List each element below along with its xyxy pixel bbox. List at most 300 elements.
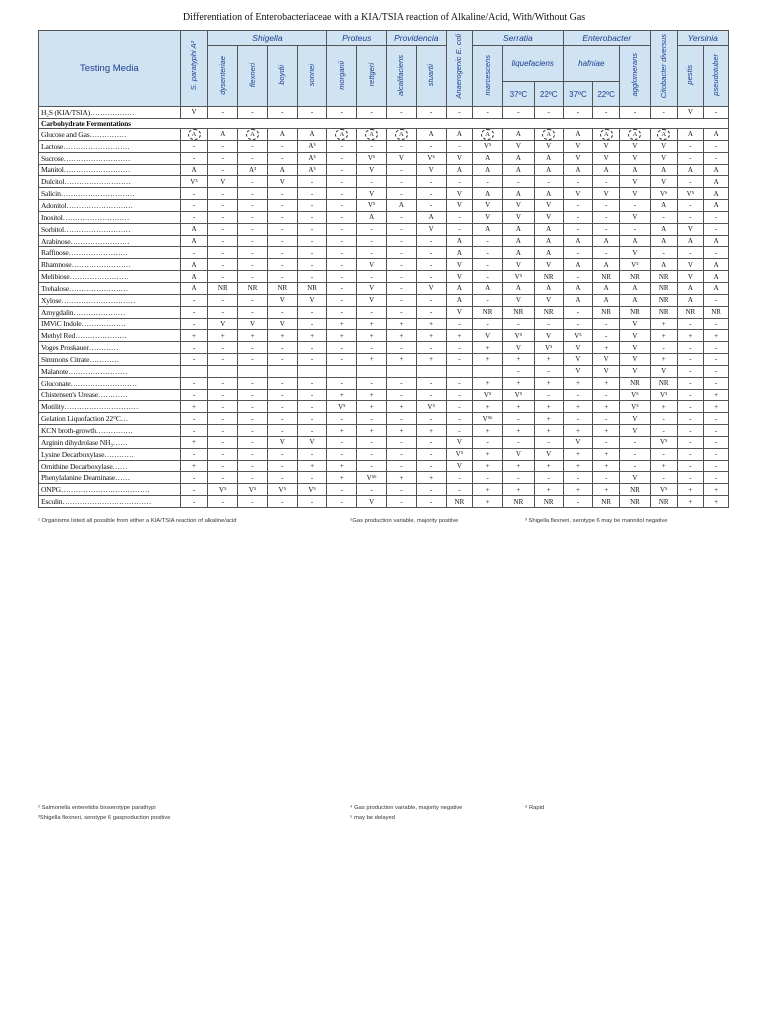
table-cell: A [534, 152, 563, 164]
table-cell: V⁵ [620, 389, 651, 401]
table-cell: - [503, 107, 535, 119]
table-cell: - [563, 318, 593, 330]
table-cell: - [180, 496, 208, 508]
table-cell: - [180, 188, 208, 200]
table-row [39, 294, 729, 306]
table-cell: V [620, 342, 651, 354]
header-paratyphi: S. paratyphi A² [180, 31, 208, 107]
table-cell: V⁵ [357, 200, 387, 212]
table-cell: A [387, 128, 417, 140]
table-cell: - [327, 496, 357, 508]
table-row [39, 318, 729, 330]
table-cell: + [297, 330, 327, 342]
table-cell: - [238, 448, 268, 460]
table-cell: + [473, 354, 503, 366]
table-cell: - [327, 140, 357, 152]
table-cell: - [677, 436, 704, 448]
table-cell: NR [650, 496, 677, 508]
table-cell: V [677, 271, 704, 283]
row-label: Voges Proskauer………… [39, 342, 181, 354]
table-cell: A [503, 188, 535, 200]
table-cell: - [297, 200, 327, 212]
table-cell: - [357, 235, 387, 247]
table-cell: - [704, 413, 729, 425]
row-label: Trehalose…………………… [39, 282, 181, 294]
table-cell: - [416, 140, 446, 152]
table-cell: + [357, 389, 387, 401]
table-cell: + [327, 460, 357, 472]
table-cell: - [416, 436, 446, 448]
table-cell: A [650, 164, 677, 176]
header-proteus: Proteus [327, 31, 387, 46]
table-cell: - [387, 342, 417, 354]
table-cell: V⁵ [327, 401, 357, 413]
table-cell: A [563, 282, 593, 294]
footnote: ⁴ Gas production variable, majority negative [350, 805, 463, 811]
table-cell: NR [620, 271, 651, 283]
table-cell: - [357, 436, 387, 448]
table-cell: V⁵ [503, 330, 535, 342]
row-label: Rhamnose…………………… [39, 259, 181, 271]
table-cell: + [677, 330, 704, 342]
table-cell: + [704, 401, 729, 413]
table-cell: - [327, 282, 357, 294]
table-cell: A [267, 128, 297, 140]
table-cell: - [327, 223, 357, 235]
table-cell: - [327, 436, 357, 448]
table-cell: - [593, 176, 620, 188]
table-cell: V⁵ [267, 484, 297, 496]
table-cell: V [620, 188, 651, 200]
table-cell: - [563, 389, 593, 401]
table-row [39, 188, 729, 200]
table-cell: - [677, 448, 704, 460]
table-cell: - [593, 413, 620, 425]
table-cell: - [704, 342, 729, 354]
table-cell: - [593, 330, 620, 342]
table-cell: - [297, 107, 327, 119]
table-cell: V [446, 200, 473, 212]
header-liquefaciens: liquefaciens [503, 46, 564, 82]
table-cell: A [473, 164, 503, 176]
table-cell: V [446, 460, 473, 472]
table-cell: - [620, 436, 651, 448]
table-cell: - [534, 472, 563, 484]
table-cell: + [563, 448, 593, 460]
document-title: Differentiation of Enterobacteriaceae with a KIA/TSIA reaction of Alkaline/Acid, With/Without Gas [182, 12, 586, 23]
table-cell: - [593, 472, 620, 484]
table-cell: A [563, 235, 593, 247]
table-cell: A [180, 164, 208, 176]
table-row [39, 118, 729, 128]
table-cell: + [327, 318, 357, 330]
table-cell: - [208, 425, 238, 437]
table-cell: NR [650, 282, 677, 294]
table-cell: - [267, 448, 297, 460]
table-cell: - [327, 354, 357, 366]
header-alcalifaciens: alcalifaciens [387, 46, 417, 107]
row-label: Amygdalin………………… [39, 306, 181, 318]
table-cell: - [446, 389, 473, 401]
table-cell [267, 365, 297, 377]
table-row [39, 235, 729, 247]
table-cell: A³ [238, 164, 268, 176]
table-cell: - [327, 294, 357, 306]
table-cell: NR [593, 271, 620, 283]
table-cell: + [534, 425, 563, 437]
table-cell: - [327, 188, 357, 200]
table-row [39, 472, 729, 484]
table-cell: - [593, 223, 620, 235]
table-cell: - [473, 271, 503, 283]
table-cell: + [180, 436, 208, 448]
table-cell: + [416, 318, 446, 330]
table-cell: A [677, 294, 704, 306]
table-row [39, 176, 729, 188]
table-cell: - [704, 365, 729, 377]
header-shigella: Shigella [208, 31, 327, 46]
table-cell: - [180, 413, 208, 425]
table-cell: V [357, 282, 387, 294]
table-cell: - [180, 306, 208, 318]
table-row [39, 259, 729, 271]
table-cell: - [416, 496, 446, 508]
table-cell: V⁵⁶ [357, 472, 387, 484]
table-cell: - [387, 164, 417, 176]
table-cell: NR [208, 282, 238, 294]
table-cell: + [534, 377, 563, 389]
table-cell: A [416, 128, 446, 140]
table-cell: - [180, 377, 208, 389]
table-cell: + [677, 484, 704, 496]
table-cell: - [593, 107, 620, 119]
table-cell: NR [238, 282, 268, 294]
table-cell: + [416, 330, 446, 342]
footnote: ³Shigella flexneri, serotype 6 gasproduction positive [38, 815, 171, 821]
table-cell: A [446, 235, 473, 247]
table-cell: A [534, 164, 563, 176]
table-cell: - [387, 377, 417, 389]
table-cell: V [563, 140, 593, 152]
table-cell: V [593, 152, 620, 164]
table-cell: + [704, 484, 729, 496]
table-cell: A [180, 223, 208, 235]
table-cell: - [416, 247, 446, 259]
header-dysenteriae: dysenteriae [208, 46, 238, 107]
table-cell: V [473, 330, 503, 342]
table-cell: - [446, 413, 473, 425]
header-liquefaciens-22c: 22ºC [534, 82, 563, 107]
table-row [39, 271, 729, 283]
table-cell: A⁵ [297, 152, 327, 164]
table-cell: - [238, 223, 268, 235]
table-cell: + [473, 401, 503, 413]
table-cell: V⁵ [620, 401, 651, 413]
table-cell: - [238, 176, 268, 188]
table-cell: - [208, 259, 238, 271]
table-cell: - [534, 107, 563, 119]
table-cell: V [446, 436, 473, 448]
table-cell: - [238, 306, 268, 318]
table-cell: - [503, 472, 535, 484]
table-cell: V [620, 318, 651, 330]
table-cell: A [563, 128, 593, 140]
table-cell: - [563, 176, 593, 188]
table-row [39, 164, 729, 176]
table-cell: - [473, 107, 503, 119]
row-label: Methyl Red………………… [39, 330, 181, 342]
row-label: Arabinose…………………… [39, 235, 181, 247]
table-body [39, 107, 729, 508]
table-cell: - [357, 271, 387, 283]
table-cell: V [620, 413, 651, 425]
table-cell: - [327, 259, 357, 271]
table-cell: - [593, 247, 620, 259]
table-cell: NR [534, 496, 563, 508]
table-cell: + [503, 460, 535, 472]
table-cell: - [416, 200, 446, 212]
table-cell: - [297, 401, 327, 413]
row-label: Malanote…………………… [39, 365, 181, 377]
table-cell: + [416, 472, 446, 484]
table-cell: - [208, 107, 238, 119]
table-cell: A [650, 200, 677, 212]
header-hafniae: hafniae [563, 46, 619, 82]
table-cell: V [620, 140, 651, 152]
table-cell: - [327, 271, 357, 283]
table-cell: V [387, 152, 417, 164]
table-cell [327, 365, 357, 377]
row-label: Simmons Citrate………… [39, 354, 181, 366]
table-row [39, 460, 729, 472]
table-cell: - [327, 152, 357, 164]
table-cell: - [208, 235, 238, 247]
table-cell: - [208, 436, 238, 448]
table-cell: - [267, 306, 297, 318]
table-cell: - [357, 484, 387, 496]
table-row [39, 365, 729, 377]
table-cell: + [473, 484, 503, 496]
table-cell: A [650, 128, 677, 140]
table-cell: V [620, 354, 651, 366]
table-cell: V [593, 140, 620, 152]
table-cell: A [620, 235, 651, 247]
table-cell: - [593, 389, 620, 401]
table-cell: - [297, 271, 327, 283]
table-cell: - [677, 401, 704, 413]
table-cell: + [238, 330, 268, 342]
table-cell: V [357, 294, 387, 306]
table-cell: - [297, 425, 327, 437]
table-row [39, 152, 729, 164]
table-cell: + [473, 342, 503, 354]
table-cell: - [180, 152, 208, 164]
table-cell: + [563, 460, 593, 472]
header-marcescens: marcescens [473, 46, 503, 107]
table-cell: NR [650, 306, 677, 318]
table-cell: NR [677, 306, 704, 318]
table-cell: - [677, 200, 704, 212]
table-cell: - [267, 401, 297, 413]
table-cell: - [503, 318, 535, 330]
table-cell: V [416, 282, 446, 294]
table-cell: A [650, 235, 677, 247]
table-cell: V [620, 425, 651, 437]
table-cell: - [677, 389, 704, 401]
table-cell: - [297, 306, 327, 318]
table-cell: V [620, 330, 651, 342]
table-cell: - [297, 188, 327, 200]
table-cell: - [267, 472, 297, 484]
table-cell: - [677, 342, 704, 354]
table-cell: V [357, 188, 387, 200]
table-cell: + [503, 484, 535, 496]
table-cell: - [238, 425, 268, 437]
table-cell: V⁵ [650, 484, 677, 496]
table-cell: A [357, 128, 387, 140]
table-cell: + [327, 389, 357, 401]
table-cell: V [563, 342, 593, 354]
table-cell: - [563, 223, 593, 235]
table-cell: - [357, 140, 387, 152]
table-cell: V⁵ [620, 259, 651, 271]
table-cell: - [387, 211, 417, 223]
table-cell: - [563, 496, 593, 508]
table-row [39, 436, 729, 448]
table-cell: + [563, 425, 593, 437]
table-cell: A [503, 128, 535, 140]
table-cell: V [473, 211, 503, 223]
footnote: ¹ Organisms listed all possible from either a KIA/TSIA reaction of alkaline/acid [38, 518, 237, 524]
table-cell: - [357, 413, 387, 425]
table-cell: - [327, 235, 357, 247]
table-cell: - [208, 354, 238, 366]
table-cell: A [446, 247, 473, 259]
table-cell: + [593, 484, 620, 496]
table-cell: - [704, 223, 729, 235]
table-cell: - [416, 413, 446, 425]
table-cell: V⁵ [208, 484, 238, 496]
table-cell: + [563, 401, 593, 413]
table-cell: - [180, 425, 208, 437]
table-cell: - [446, 107, 473, 119]
table-cell: V⁵ [416, 401, 446, 413]
table-cell: NR [650, 294, 677, 306]
table-cell: V [620, 247, 651, 259]
table-cell: - [446, 354, 473, 366]
table-cell: V [180, 107, 208, 119]
table-cell: NR [446, 496, 473, 508]
table-cell: - [387, 436, 417, 448]
table-cell: - [180, 200, 208, 212]
table-cell: - [416, 107, 446, 119]
table-cell: - [704, 425, 729, 437]
table-cell: NR [534, 271, 563, 283]
table-cell: - [238, 211, 268, 223]
table-cell: A [593, 235, 620, 247]
table-cell: - [387, 235, 417, 247]
table-cell: - [297, 318, 327, 330]
table-cell: V [473, 200, 503, 212]
table-cell: - [387, 107, 417, 119]
table-cell: - [238, 401, 268, 413]
table-cell: A [473, 188, 503, 200]
table-cell: - [297, 389, 327, 401]
table-cell: - [387, 448, 417, 460]
table-cell: - [704, 211, 729, 223]
row-label: Motility………………………… [39, 401, 181, 413]
table-cell: - [387, 496, 417, 508]
table-row [39, 401, 729, 413]
table-cell: + [650, 318, 677, 330]
table-row [39, 425, 729, 437]
table-cell: - [208, 306, 238, 318]
row-label: KCN broth-growth…………… [39, 425, 181, 437]
table-cell: A [180, 271, 208, 283]
table-cell: - [704, 460, 729, 472]
table-cell: A [534, 223, 563, 235]
table-cell: - [387, 176, 417, 188]
table-cell: - [593, 211, 620, 223]
table-cell: V [297, 294, 327, 306]
table-cell [416, 365, 446, 377]
table-cell: + [473, 377, 503, 389]
row-label: H₂S (KIA/TSIA)……………… [39, 107, 181, 119]
table-cell: - [650, 472, 677, 484]
table-cell: V [534, 200, 563, 212]
table-cell: - [387, 306, 417, 318]
table-cell: A [593, 259, 620, 271]
table-cell: - [503, 176, 535, 188]
table-cell: A [704, 176, 729, 188]
table-cell: - [208, 223, 238, 235]
table-cell: + [534, 413, 563, 425]
table-cell [180, 365, 208, 377]
table-cell: - [446, 223, 473, 235]
table-cell: - [650, 211, 677, 223]
table-cell: V [563, 436, 593, 448]
table-cell: - [208, 188, 238, 200]
table-cell: - [446, 377, 473, 389]
table-cell: A [704, 271, 729, 283]
table-cell: A [704, 164, 729, 176]
table-cell: V⁶ [357, 152, 387, 164]
table-cell: - [677, 425, 704, 437]
table-cell: + [677, 496, 704, 508]
row-label: Gluconate……………………… [39, 377, 181, 389]
table-cell: - [387, 259, 417, 271]
table-cell: - [704, 294, 729, 306]
table-cell: A [180, 128, 208, 140]
table-cell: + [704, 496, 729, 508]
table-cell: V [593, 354, 620, 366]
table-cell: + [180, 401, 208, 413]
table-cell: - [473, 247, 503, 259]
table-cell: V [503, 211, 535, 223]
table-cell: - [267, 247, 297, 259]
table-cell: - [650, 247, 677, 259]
table-cell: - [267, 342, 297, 354]
row-label: Manitol……………………… [39, 164, 181, 176]
table-cell: - [677, 318, 704, 330]
table-cell: V [650, 140, 677, 152]
table-row [39, 413, 729, 425]
table-cell: - [327, 377, 357, 389]
table-cell: - [238, 436, 268, 448]
table-cell: V⁵ [503, 271, 535, 283]
table-cell: - [297, 211, 327, 223]
table-cell: - [357, 306, 387, 318]
